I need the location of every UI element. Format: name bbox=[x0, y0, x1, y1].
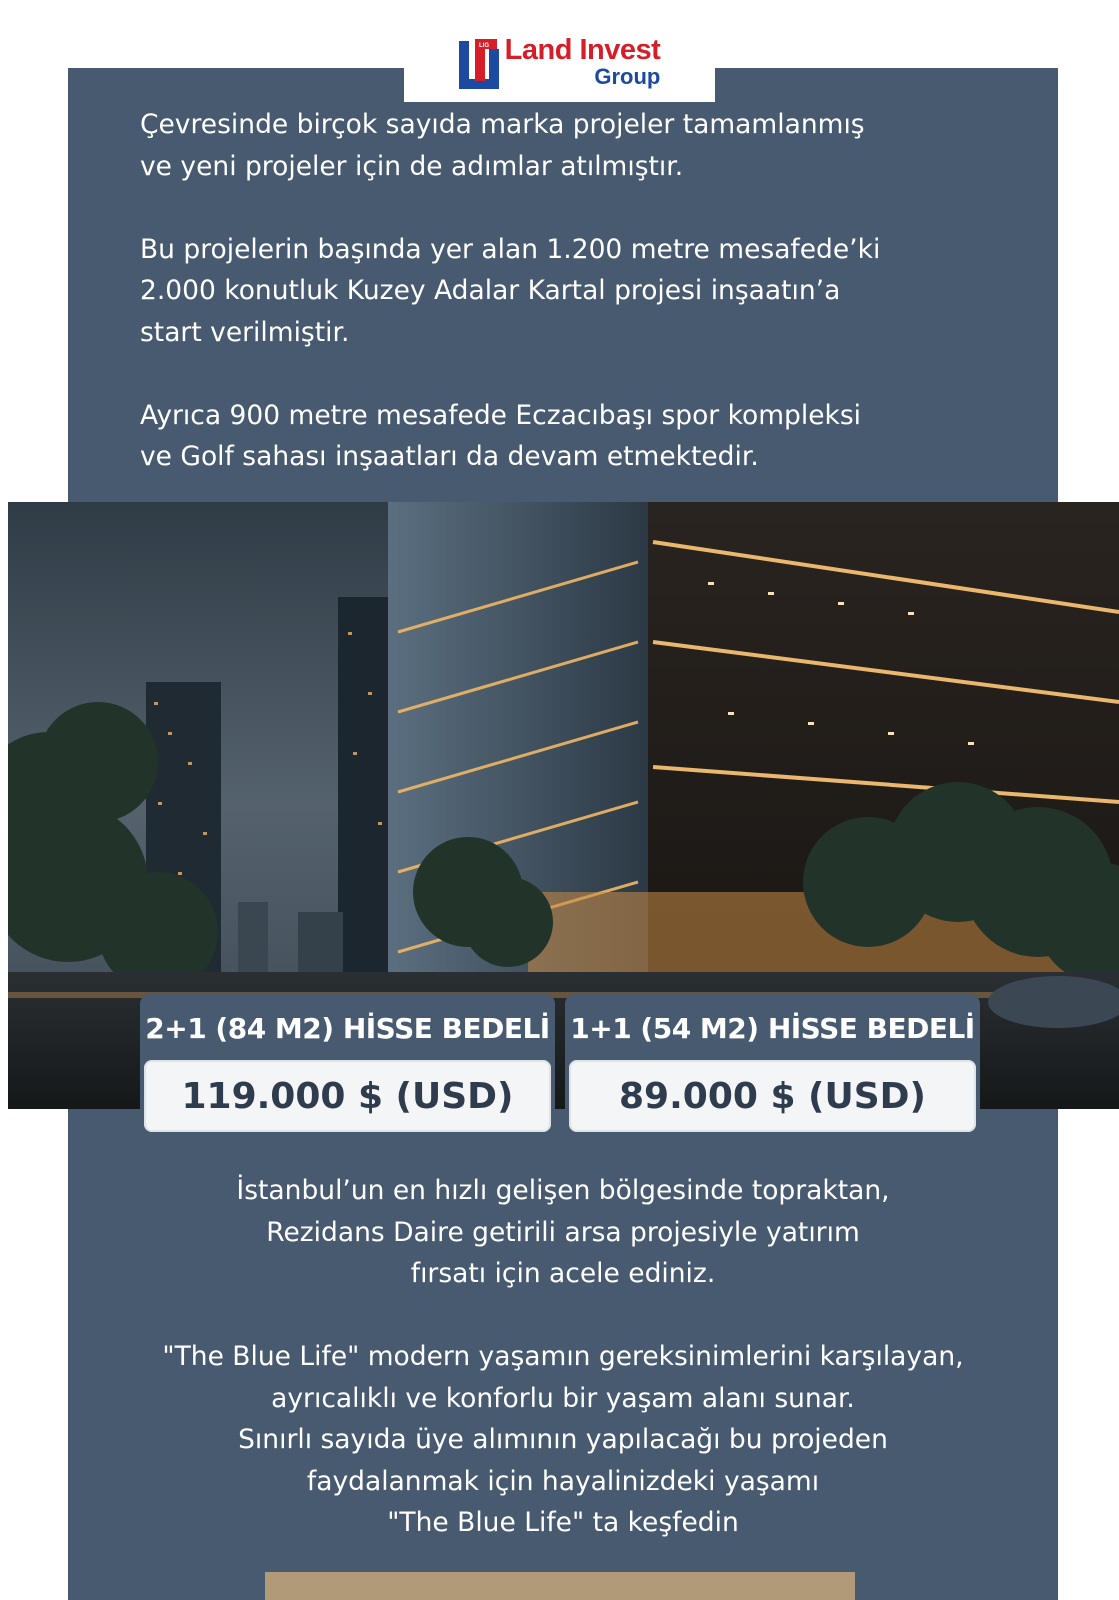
intro-line: ve Golf sahası inşaatları da devam etmektedir. bbox=[140, 441, 759, 472]
closing-line: "The Blue Life" ta keşfedin bbox=[387, 1507, 739, 1538]
intro-paragraph bbox=[140, 395, 1040, 478]
closing-text bbox=[68, 1170, 1058, 1544]
price-card-1plus1[interactable] bbox=[565, 994, 980, 1137]
intro-line: Bu projelerin başında yer alan 1.200 metre mesafede’ki bbox=[140, 233, 881, 265]
logo[interactable] bbox=[404, 22, 715, 102]
closing-line: "The Blue Life" modern yaşamın gereksinimlerini karşılayan, bbox=[162, 1341, 964, 1372]
logo-subname: Group bbox=[594, 64, 661, 89]
logo-badge: LIG bbox=[478, 43, 489, 49]
cta-bar[interactable] bbox=[265, 1572, 855, 1600]
closing-line: fırsatı için acele ediniz. bbox=[410, 1258, 716, 1289]
closing-line: Sınırlı sayıda üye alımının yapılacağı bu projeden bbox=[238, 1424, 888, 1455]
price-title: 2+1 (84 M2) HİSSE BEDELİ bbox=[145, 1012, 550, 1045]
intro-line: 2.000 konutluk Kuzey Adalar Kartal projesi inşaatın’a bbox=[140, 275, 841, 306]
intro-text bbox=[140, 104, 1040, 478]
intro-paragraph bbox=[140, 104, 1040, 187]
price-card-2plus1[interactable] bbox=[140, 994, 555, 1137]
logo-name: Land Invest bbox=[504, 34, 661, 66]
intro-line: start verilmiştir. bbox=[140, 316, 350, 348]
closing-paragraph bbox=[68, 1336, 1058, 1544]
price-value: 89.000 $ (USD) bbox=[569, 1060, 976, 1132]
price-value: 119.000 $ (USD) bbox=[144, 1060, 551, 1132]
closing-paragraph bbox=[68, 1170, 1058, 1295]
logo-mark-icon bbox=[459, 35, 499, 89]
intro-line: Ayrıca 900 metre mesafede Eczacıbaşı spor kompleksi bbox=[140, 399, 862, 431]
closing-line: İstanbul’un en hızlı gelişen bölgesinde topraktan, bbox=[236, 1175, 890, 1206]
intro-line: ve yeni projeler için de adımlar atılmıştır. bbox=[140, 150, 684, 182]
closing-line: ayrıcalıklı ve konforlu bir yaşam alanı sunar. bbox=[271, 1382, 855, 1414]
closing-line: Rezidans Daire getirili arsa projesiyle yatırım bbox=[266, 1216, 860, 1248]
closing-line: faydalanmak için hayalinizdeki yaşamı bbox=[306, 1465, 820, 1497]
intro-paragraph bbox=[140, 229, 1040, 354]
price-title: 1+1 (54 M2) HİSSE BEDELİ bbox=[570, 1012, 975, 1045]
intro-line: Çevresinde birçok sayıda marka projeler tamamlanmış bbox=[140, 109, 865, 140]
